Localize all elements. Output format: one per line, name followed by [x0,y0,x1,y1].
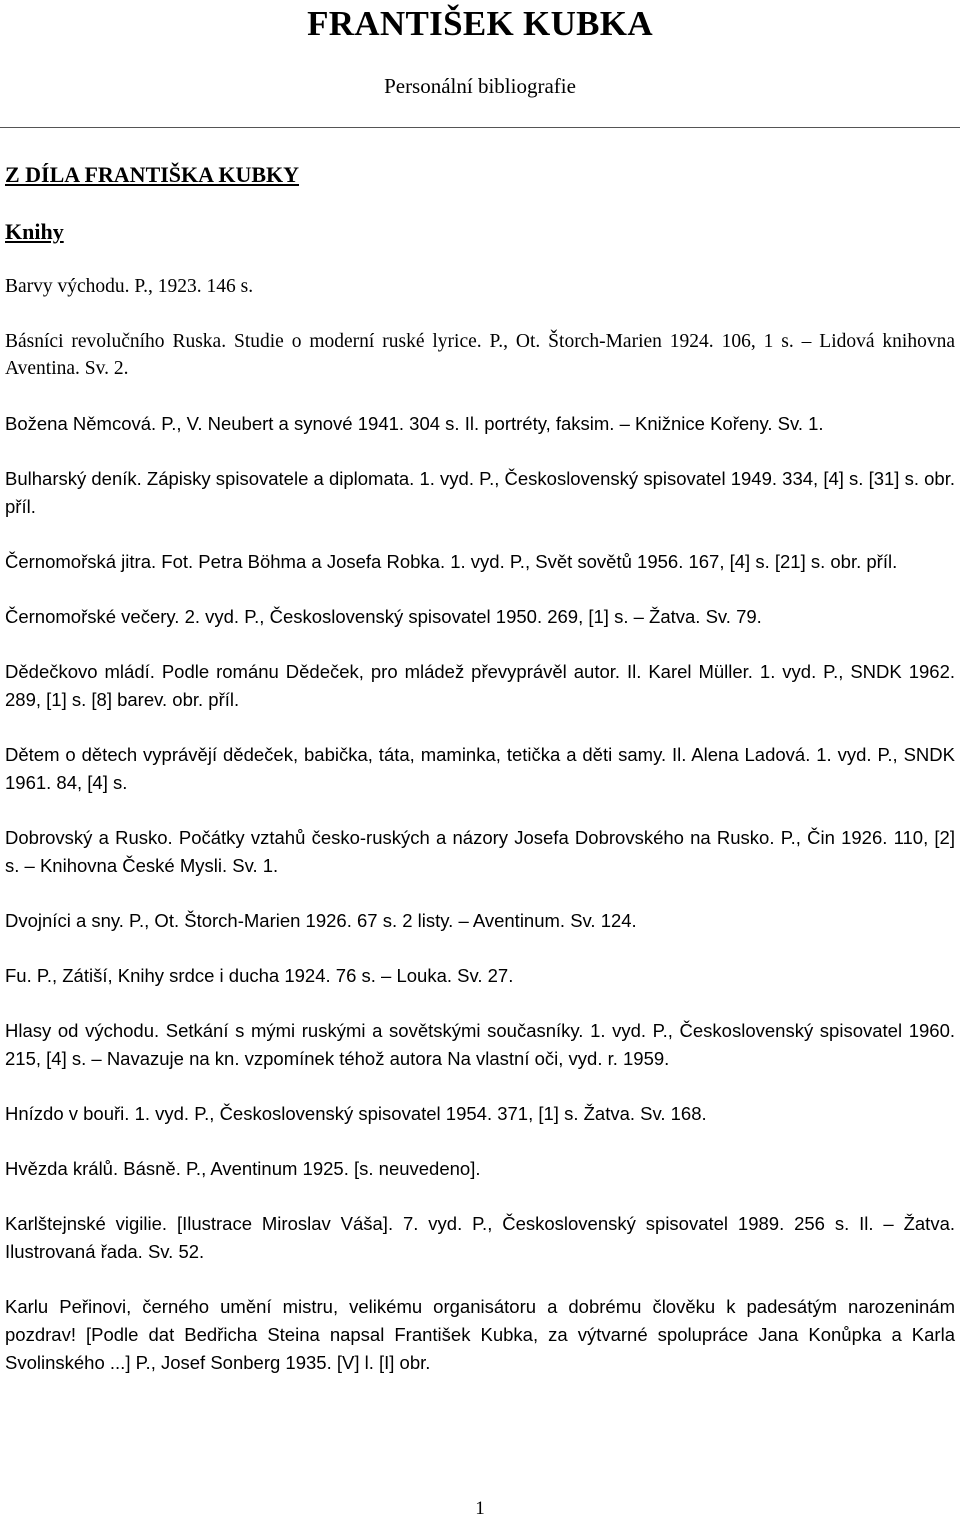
subsection-heading: Knihy [5,219,64,244]
page-subtitle: Personální bibliografie [384,74,576,98]
bibliography-entry: Dětem o dětech vyprávějí dědeček, babička, táta, maminka, tetička a děti samy. Il. Alena Ladová. 1. vyd. P., SNDK 1961. 84, [4] s. [5,743,955,793]
bibliography-entry: Hnízdo v bouři. 1. vyd. P., Československý spisovatel 1954. 371, [1] s. Žatva. Sv. 168. [5,1102,707,1124]
bibliography-entry: Karlu Peřinovi, černého umění mistru, velikému organisátoru a dobrému člověku k padesátým narozeninám pozdrav! [Podle dat Bedřicha Steina napsal František Kubka, za výtvarné spolupráce Jana Konůpka a Karla Svolinského ...] P., Josef Sonberg 1935. [V] l. [I] obr. [5,1295,955,1373]
bibliography-entry: Básníci revolučního Ruska. Studie o moderní ruské lyrice. P., Ot. Štorch-Marien 1924. 106, 1 s. – Lidová knihovna Aventina. Sv. 2. [5,330,955,379]
bibliography-entry: Černomořské večery. 2. vyd. P., Československý spisovatel 1950. 269, [1] s. – Žatva. Sv. 79. [5,605,762,627]
bibliography-entry: Dvojníci a sny. P., Ot. Štorch-Marien 1926. 67 s. 2 listy. – Aventinum. Sv. 124. [5,909,637,931]
bibliography-entry: Dobrovský a Rusko. Počátky vztahů česko-ruských a názory Josefa Dobrovského na Rusko. P., Čin 1926. 110, [2] s. – Knihovna České Mysli. Sv. 1. [5,826,955,876]
page-title: FRANTIŠEK KUBKA [307,4,653,43]
bibliography-entry: Hlasy od východu. Setkání s mými ruskými a sovětskými současníky. 1. vyd. P., Československý spisovatel 1960. 215, [4] s. – Navazuje na kn. vzpomínek téhož autora Na vlastní oči, vyd. r. 1959. [5,1019,955,1069]
bibliography-entry: Barvy východu. P., 1923. 146 s. [5,276,254,297]
bibliography-entry: Bulharský deník. Zápisky spisovatele a diplomata. 1. vyd. P., Československý spisovatel 1949. 334, [4] s. [31] s. obr. příl. [5,467,955,517]
bibliography-entry: Fu. P., Zátiší, Knihy srdce i ducha 1924. 76 s. – Louka. Sv. 27. [5,964,514,986]
bibliography-entry: Hvězda králů. Básně. P., Aventinum 1925. [s. neuvedeno]. [5,1157,481,1179]
bibliography-entry: Božena Němcová. P., V. Neubert a synové 1941. 304 s. Il. portréty, faksim. – Knižnice Kořeny. Sv. 1. [5,412,824,434]
page-number: 1 [475,1498,485,1519]
bibliography-entry: Dědečkovo mládí. Podle románu Dědeček, pro mládež převyprávěl autor. Il. Karel Müller. 1. vyd. P., SNDK 1962. 289, [1] s. [8] barev. obr. příl. [5,660,955,710]
section-heading: Z DÍLA FRANTIŠKA KUBKY [5,162,300,187]
bibliography-entry: Černomořská jitra. Fot. Petra Böhma a Josefa Robka. 1. vyd. P., Svět sovětů 1956. 167, [4] s. [21] s. obr. příl. [5,550,898,572]
bibliography-entry: Karlštejnské vigilie. [Ilustrace Miroslav Váša]. 7. vyd. P., Československý spisovatel 1989. 256 s. Il. – Žatva. Ilustrovaná řada. Sv. 52. [5,1212,955,1262]
header-divider [0,127,960,128]
bibliography-list [5,273,955,1404]
